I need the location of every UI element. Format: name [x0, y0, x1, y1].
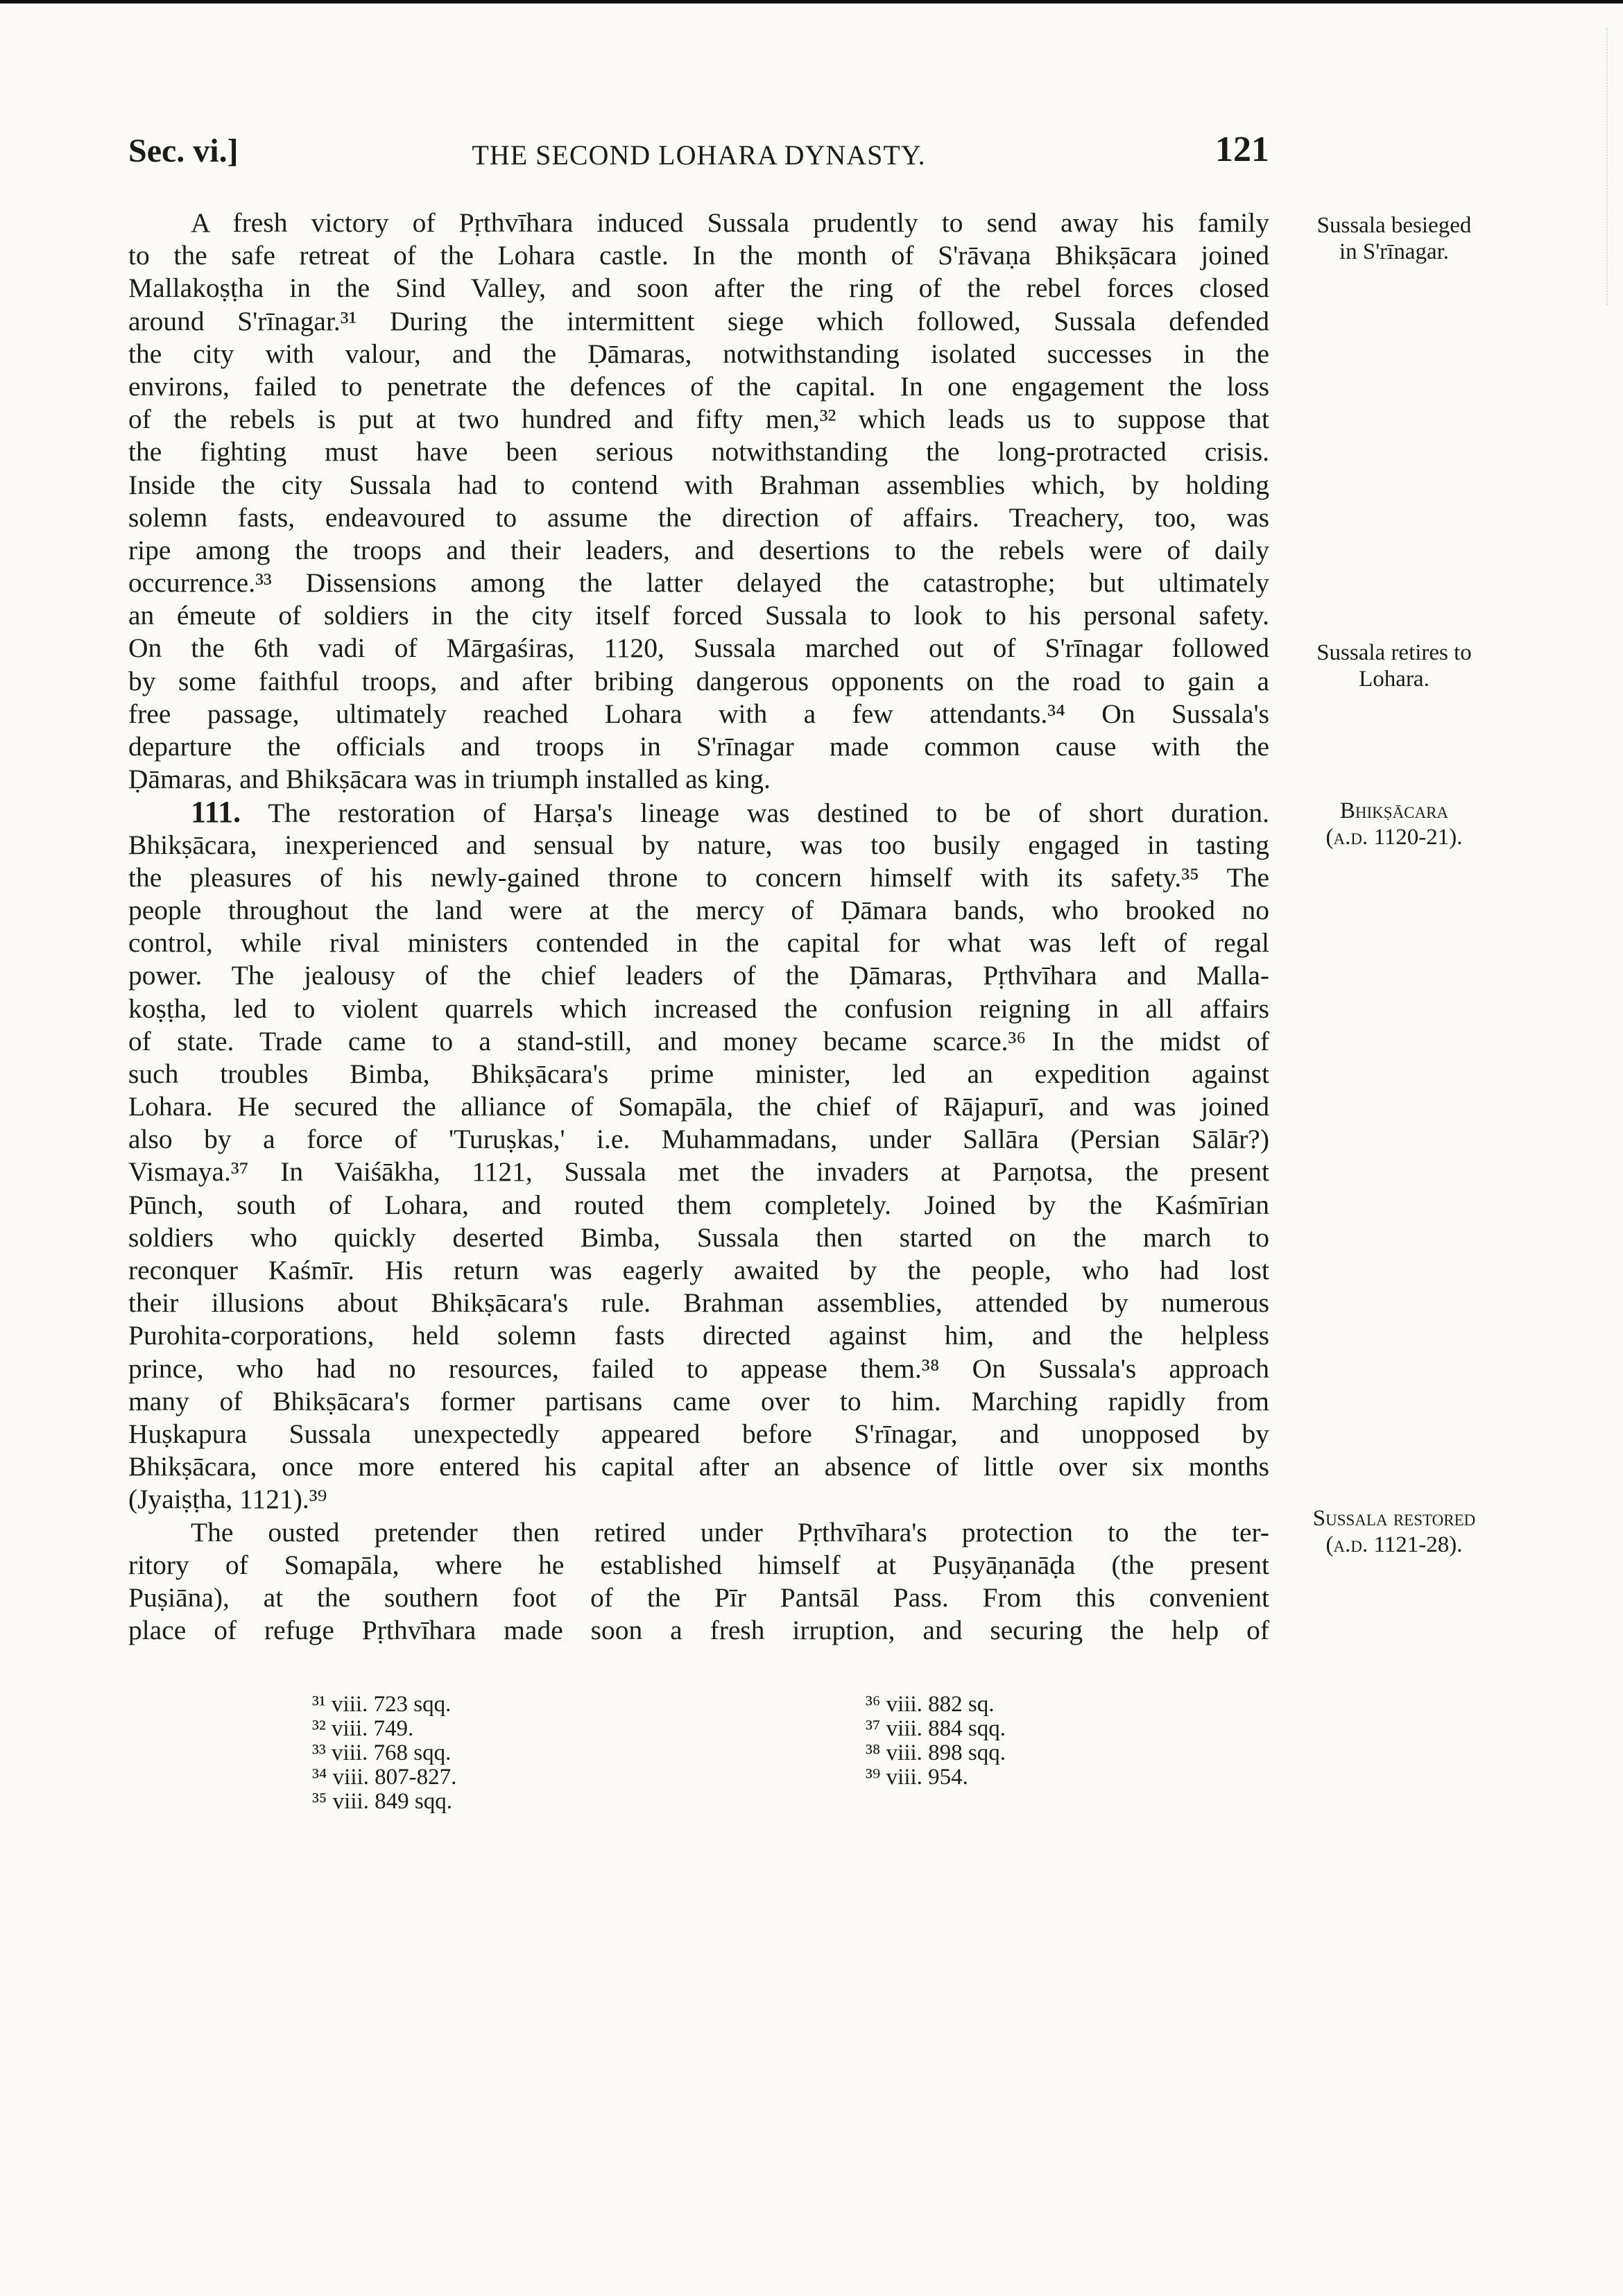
text-line: control, while rival ministers contended in the capital for what was left of regal: [128, 927, 1269, 959]
text-line: occurrence.³³ Dissensions among the latter delayed the catastrophe; but ultimately: [128, 567, 1269, 599]
text-line: Lohara. He secured the alliance of Somapāla, the chief of Rājapurī, and was joined: [128, 1091, 1269, 1122]
text-line: the pleasures of his newly-gained throne to concern himself with its safety.³⁵ The: [128, 862, 1269, 893]
text-line: ritory of Somapāla, where he established himself at Puṣyāṇanāḍa (the present: [128, 1549, 1269, 1580]
text-line: reconquer Kaśmīr. His return was eagerly awaited by the people, who had lost: [128, 1255, 1269, 1285]
footnote: ³¹ viii. 723 sqq.: [312, 1692, 452, 1717]
text-line: Inside the city Sussala had to contend with Brahman assemblies which, by holding: [128, 469, 1269, 500]
footnote: ³³ viii. 768 sqq.: [312, 1740, 452, 1765]
text-line: Vismaya.³⁷ In Vaiśākha, 1121, Sussala met the invaders at Parṇotsa, the present: [128, 1156, 1269, 1188]
scan-top-border: [0, 0, 1623, 3]
text-line: Ḍāmaras, and Bhikṣācara was in triumph installed as king.: [128, 764, 771, 795]
text-line: power. The jealousy of the chief leaders of the Ḍāmaras, Pṛthvīhara and Malla-: [128, 960, 1269, 991]
margin-note-line: (a.d. 1120-21).: [1325, 825, 1463, 850]
footnote: ³⁵ viii. 849 sqq.: [312, 1789, 452, 1814]
text-line: prince, who had no resources, failed to appease them.³⁸ On Sussala's approach: [128, 1353, 1269, 1384]
text-line: an émeute of soldiers in the city itself forced Sussala to look to his personal safety.: [128, 600, 1269, 631]
footnotes-right: [866, 1693, 1006, 1790]
text-line: such troubles Bimba, Bhikṣācara's prime minister, led an expedition against: [128, 1058, 1269, 1089]
text-line: departure the officials and troops in S'rīnagar made common cause with the: [128, 731, 1269, 762]
text-line: many of Bhikṣācara's former partisans came over to him. Marching rapidly from: [128, 1385, 1269, 1416]
margin-note: [1283, 1505, 1505, 1558]
footnote: ³⁹ viii. 954.: [866, 1765, 968, 1790]
margin-note: [1283, 640, 1505, 692]
text-line: Puṣiāna), at the southern foot of the Pīr Pantsāl Pass. From this convenient: [128, 1582, 1269, 1613]
margin-note-line: Sussala retires to: [1316, 640, 1472, 665]
margin-note-line: Bhikṣācara: [1339, 798, 1449, 823]
margin-note-line: Sussala besieged: [1316, 213, 1472, 238]
text-line: by some faithful troops, and after bribing dangerous opponents on the road to gain a: [128, 665, 1269, 696]
main-text: [128, 207, 1269, 1647]
text-line: of the rebels is put at two hundred and fifty men,³² which leads us to suppose that: [128, 404, 1269, 435]
margin-note-line: Sussala restored: [1312, 1506, 1476, 1531]
text-line: soldiers who quickly deserted Bimba, Sussala then started on the march to: [128, 1222, 1269, 1253]
text-line: to the safe retreat of the Lohara castle. In the month of S'rāvaṇa Bhikṣācara joined: [128, 240, 1269, 271]
margin-note-line: Lohara.: [1359, 667, 1429, 692]
margin-note: [1283, 798, 1505, 850]
text-line: free passage, ultimately reached Lohara with a few attendants.³⁴ On Sussala's: [128, 698, 1269, 729]
text-line: Purohita-corporations, held solemn fasts directed against him, and the helpless: [128, 1320, 1269, 1351]
text-line: their illusions about Bhikṣācara's rule. Brahman assemblies, attended by numerous: [128, 1287, 1269, 1319]
text-line: Huṣkapura Sussala unexpectedly appeared before S'rīnagar, and unopposed by: [128, 1418, 1269, 1449]
text-line: A fresh victory of Pṛthvīhara induced Sussala prudently to send away his family: [191, 207, 1269, 238]
text-line: of state. Trade came to a stand-still, and money became scarce.³⁶ In the midst of: [128, 1025, 1269, 1056]
section-label: Sec. vi.]: [128, 132, 239, 169]
text-line: the fighting must have been serious notwithstanding the long-protracted crisis.: [128, 436, 1269, 468]
paragraph-start-line: [128, 796, 1269, 828]
text-line: Pūnch, south of Lohara, and routed them completely. Joined by the Kaśmīrian: [128, 1189, 1269, 1220]
text-line: Bhikṣācara, once more entered his capital after an absence of little over six months: [128, 1451, 1269, 1482]
text-line: also by a force of 'Turuṣkas,' i.e. Muhammadans, under Sallāra (Persian Sālār?): [128, 1124, 1269, 1155]
scan-edge-marks: [1594, 28, 1608, 305]
text-line: around S'rīnagar.³¹ During the intermittent siege which followed, Sussala defended: [128, 305, 1269, 336]
text-line: koṣṭha, led to violent quarrels which increased the confusion reigning in all affairs: [128, 993, 1269, 1024]
text-line: solemn fasts, endeavoured to assume the direction of affairs. Treachery, too, was: [128, 502, 1269, 533]
text-line: Mallakoṣṭha in the Sind Valley, and soon after the ring of the rebel forces closed: [128, 273, 1269, 304]
text-line: The restoration of Harṣa's lineage was destined to be of short duration.: [268, 798, 1269, 829]
margin-note-line: (a.d. 1121-28).: [1325, 1532, 1463, 1557]
text-line: On the 6th vadi of Mārgaśiras, 1120, Sussala marched out of S'rīnagar followed: [128, 633, 1269, 664]
text-line: environs, failed to penetrate the defences of the capital. In one engagement the loss: [128, 370, 1269, 402]
text-line: place of refuge Pṛthvīhara made soon a fresh irruption, and securing the help of: [128, 1615, 1269, 1646]
running-title: THE SECOND LOHARA DYNASTY.: [472, 139, 926, 171]
text-line: ripe among the troops and their leaders, and desertions to the rebels were of daily: [128, 534, 1269, 565]
footnotes-left: [312, 1693, 456, 1814]
footnote: ³⁷ viii. 884 sqq.: [866, 1716, 1006, 1741]
footnote: ³⁶ viii. 882 sq.: [866, 1692, 995, 1717]
text-line: (Jyaiṣṭha, 1121).³⁹: [128, 1484, 327, 1515]
margin-note-line: in S'rīnagar.: [1339, 239, 1450, 264]
page-number: 121: [1215, 130, 1269, 169]
footnote: ³⁴ viii. 807-827.: [312, 1765, 457, 1790]
footnote: ³⁸ viii. 898 sqq.: [866, 1740, 1006, 1765]
text-line: Bhikṣācara, inexperienced and sensual by nature, was too busily engaged in tasting: [128, 829, 1269, 860]
running-header: [128, 129, 1269, 178]
text-line: the city with valour, and the Ḍāmaras, notwithstanding isolated successes in the: [128, 338, 1269, 369]
margin-note: [1283, 212, 1505, 265]
text-line: people throughout the land were at the mercy of Ḍāmara bands, who brooked no: [128, 894, 1269, 925]
paragraph-number: 111.: [191, 795, 241, 830]
footnote: ³² viii. 749.: [312, 1716, 414, 1741]
text-line: The ousted pretender then retired under Pṛthvīhara's protection to the ter-: [191, 1516, 1269, 1548]
